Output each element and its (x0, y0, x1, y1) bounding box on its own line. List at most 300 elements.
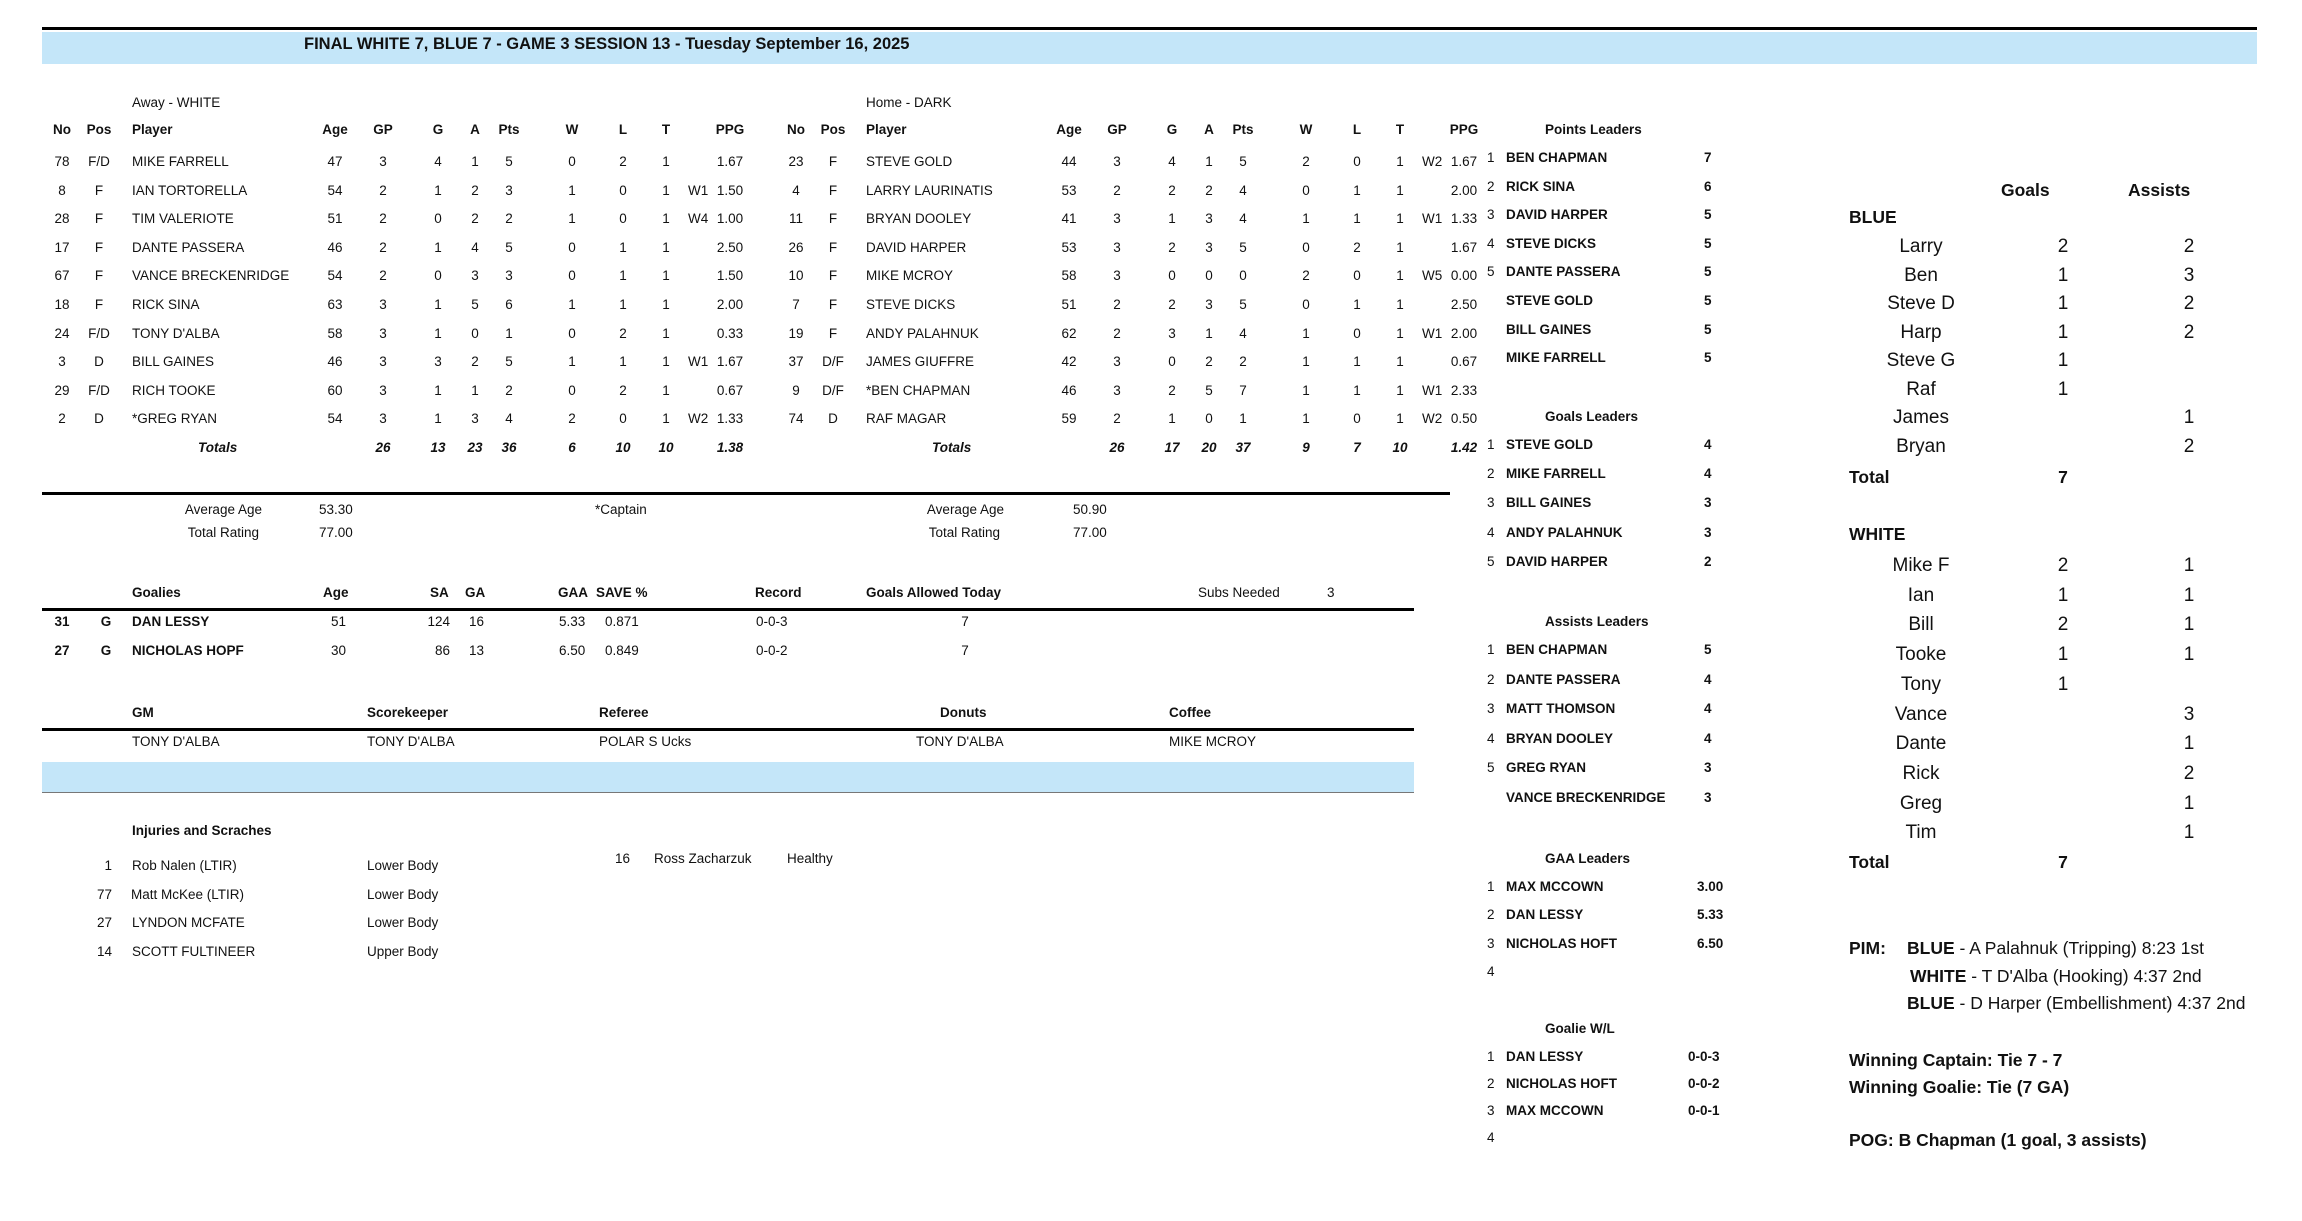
leaders-goalie_wl-title: Goalie W/L (1545, 1021, 1615, 1036)
pim-row-1-detail: - A Palahnuk (Tripping) 8:23 1st (1954, 938, 2204, 958)
home-row-5-no: 10 (788, 268, 804, 284)
leaders-gaa-title: GAA Leaders (1545, 851, 1631, 866)
home-row-4-gp: 3 (1113, 239, 1121, 255)
summary-white-2-assists: 1 (2183, 584, 2195, 606)
goalies-sa-header: SA (430, 585, 449, 600)
home-row-10-pos: D (828, 411, 838, 427)
home-totals-g: 17 (1164, 440, 1180, 455)
home-row-2-a: 2 (1205, 182, 1213, 198)
goalie-2-record: 0-0-2 (756, 643, 788, 658)
away-row-3-pos: F (94, 211, 104, 227)
home-row-4-player: DAVID HARPER (866, 239, 967, 255)
leaders-points-2-rank: 2 (1487, 178, 1495, 194)
leaders-points-3-name: DAVID HARPER (1506, 207, 1608, 223)
away-row-8-pos: D (94, 354, 104, 370)
summary-white-4-name: Tooke (1895, 644, 1947, 666)
away-totals-t: 10 (658, 440, 674, 455)
home-row-6-t: 1 (1396, 297, 1404, 312)
leaders-goalie_wl-1-name: DAN LESSY (1506, 1049, 1584, 1064)
away-row-8-age: 46 (327, 354, 343, 370)
away-totals-pts: 36 (501, 440, 517, 455)
away-row-5-no: 67 (54, 268, 70, 284)
away-row-5-w: 0 (568, 268, 576, 284)
summary-blue-4-assists: 2 (2183, 321, 2195, 343)
summary-white-4-assists: 1 (2183, 644, 2195, 666)
away-totals-l: 10 (615, 440, 631, 455)
away-row-5-gp: 2 (379, 268, 387, 284)
home-row-8-l: 1 (1353, 354, 1361, 370)
home-totals-t: 10 (1392, 440, 1408, 455)
away-row-7-t: 1 (662, 325, 670, 341)
away-row-2-a: 2 (471, 182, 479, 198)
home-row-7-g: 3 (1168, 325, 1176, 341)
away-row-4-no: 17 (54, 239, 70, 255)
away-row-2-ppg: 1.50 (716, 182, 744, 198)
home-row-9-t: 1 (1396, 382, 1404, 398)
away-row-3-g: 0 (434, 211, 442, 227)
home-row-6-l: 1 (1353, 297, 1361, 312)
home-row-9-w: 1 (1302, 382, 1310, 398)
goalies-record-header: Record (755, 585, 802, 600)
away-header-w: W (565, 122, 579, 137)
goalie-1-ga: 16 (469, 614, 485, 629)
leaders-goals-4-rank: 4 (1487, 524, 1495, 540)
leaders-gaa-3-name: NICHOLAS HOFT (1506, 935, 1617, 951)
leaders-gaa-3-rank: 3 (1487, 935, 1495, 951)
leaders-points-7-value: 5 (1704, 321, 1712, 337)
subs-needed-value: 3 (1327, 585, 1335, 600)
home-row-1-pts: 5 (1239, 154, 1247, 169)
away-row-1-pos: F/D (88, 154, 110, 169)
away-row-7-g: 1 (434, 325, 442, 341)
home-row-9-pts: 7 (1239, 382, 1247, 398)
away-row-10-pos: D (94, 411, 104, 427)
staff-donuts-header: Donuts (940, 705, 987, 720)
leaders-gaa-1-rank: 1 (1487, 879, 1495, 894)
pim-row-2-detail: - T D'Alba (Hooking) 4:37 2nd (1966, 965, 2202, 986)
injury-3-name: LYNDON MCFATE (132, 915, 245, 930)
leaders-goalie_wl-1-value: 0-0-3 (1688, 1049, 1720, 1064)
away-header-t: T (661, 122, 671, 137)
top-rule (42, 27, 2257, 30)
home-row-1-gp: 3 (1113, 154, 1121, 169)
summary-white-6-name: Vance (1894, 703, 1948, 725)
home-row-1-streak: W2 (1422, 154, 1443, 169)
injury-1-no: 1 (104, 858, 112, 873)
leaders-points-1-name: BEN CHAPMAN (1506, 150, 1608, 165)
leaders-assists-1-name: BEN CHAPMAN (1506, 642, 1608, 657)
leaders-points-5-value: 5 (1704, 264, 1712, 280)
healthy-name: Ross Zacharzuk (654, 851, 752, 866)
away-row-5-g: 0 (434, 268, 442, 284)
away-row-9-gp: 3 (379, 382, 387, 398)
summary-white-10-name: Tim (1905, 822, 1937, 844)
home-row-8-g: 0 (1168, 354, 1176, 370)
goalie-2-name: NICHOLAS HOPF (132, 643, 244, 658)
leaders-assists-title: Assists Leaders (1545, 614, 1649, 629)
home-row-5-gp: 3 (1113, 268, 1121, 284)
home-header-gp: GP (1107, 122, 1127, 137)
leaders-goals-4-name: ANDY PALAHNUK (1506, 524, 1623, 540)
home-row-2-no: 4 (792, 182, 800, 198)
home-row-3-pts: 4 (1239, 211, 1247, 227)
away-row-6-player: RICK SINA (132, 297, 200, 312)
away-row-9-age: 60 (327, 382, 343, 398)
away-row-8-pts: 5 (505, 354, 513, 370)
roster-rule (42, 492, 1450, 495)
away-row-8-player: BILL GAINES (132, 354, 215, 370)
home-row-4-ppg: 1.67 (1450, 239, 1478, 255)
home-row-10-l: 0 (1353, 411, 1361, 427)
away-row-7-w: 0 (568, 325, 576, 341)
pim-row-3 (1907, 993, 2245, 1014)
away-row-3-pts: 2 (505, 211, 513, 227)
away-row-4-age: 46 (327, 239, 343, 255)
home-header-ppg: PPG (1449, 122, 1479, 137)
home-header-pos: Pos (820, 122, 846, 137)
away-row-6-ppg: 2.00 (716, 297, 744, 312)
away-row-4-pts: 5 (505, 239, 513, 255)
home-row-3-ppg: 1.33 (1450, 211, 1478, 227)
summary-assists-header: Assists (2128, 180, 2191, 200)
home-header-a: A (1204, 122, 1214, 137)
away-row-7-ppg: 0.33 (716, 325, 744, 341)
away-header-ppg: PPG (715, 122, 745, 137)
leaders-points-5-rank: 5 (1487, 264, 1495, 280)
away-header-g: G (432, 122, 444, 137)
summary-white-1-goals: 2 (2057, 555, 2069, 576)
away-row-8-g: 3 (434, 354, 442, 370)
home-row-4-pos: F (828, 239, 838, 255)
home-row-7-pos: F (828, 325, 838, 341)
home-row-4-pts: 5 (1239, 239, 1247, 255)
summary-white-8-assists: 2 (2183, 762, 2195, 784)
summary-white-6-assists: 3 (2183, 703, 2195, 725)
away-header-pts: Pts (498, 122, 520, 137)
home-row-10-ppg: 0.50 (1450, 411, 1478, 427)
away-row-9-a: 1 (471, 382, 479, 398)
home-row-1-pos: F (828, 154, 838, 169)
away-row-6-g: 1 (434, 297, 442, 312)
home-row-6-g: 2 (1168, 297, 1176, 312)
summary-white-9-assists: 1 (2183, 792, 2195, 814)
leaders-points-2-name: RICK SINA (1506, 178, 1576, 194)
away-row-4-a: 4 (471, 239, 479, 255)
leaders-assists-4-rank: 4 (1487, 730, 1495, 746)
summary-white-7-assists: 1 (2183, 733, 2195, 755)
summary-blue-5-name: Steve G (1886, 350, 1956, 371)
leaders-points-6-value: 5 (1704, 293, 1712, 308)
away-row-6-pos: F (94, 297, 104, 312)
away-row-1-l: 2 (619, 154, 627, 169)
home-header-player: Player (866, 122, 907, 137)
away-header-l: L (618, 122, 628, 137)
away-row-9-w: 0 (568, 382, 576, 398)
summary-blue-1-goals: 2 (2057, 236, 2069, 257)
home-row-1-w: 2 (1302, 154, 1310, 169)
home-row-6-a: 3 (1205, 297, 1213, 312)
summary-blue-2-goals: 1 (2057, 264, 2069, 286)
staff-coffee-header: Coffee (1169, 705, 1212, 720)
leaders-assists-4-value: 4 (1704, 730, 1712, 746)
away-row-8-streak: W1 (688, 354, 709, 370)
home-row-10-a: 0 (1205, 411, 1213, 427)
home-row-7-a: 1 (1205, 325, 1213, 341)
away-row-4-t: 1 (662, 239, 670, 255)
home-row-5-ppg: 0.00 (1450, 268, 1478, 284)
summary-goals-header: Goals (2001, 180, 2050, 200)
leaders-gaa-4-rank: 4 (1487, 964, 1495, 980)
away-row-4-gp: 2 (379, 239, 387, 255)
away-row-2-no: 8 (58, 182, 66, 198)
staff-donuts-value: TONY D'ALBA (916, 734, 1004, 749)
home-row-3-g: 1 (1168, 211, 1176, 227)
away-totals-gp: 26 (375, 440, 391, 455)
away-header-player: Player (132, 122, 173, 137)
home-row-9-a: 5 (1205, 382, 1213, 398)
goalies-rule (42, 608, 1414, 611)
home-rating: 77.00 (1073, 525, 1107, 540)
leaders-goals-5-value: 2 (1704, 553, 1712, 569)
injuries-title: Injuries and Scraches (132, 823, 272, 838)
summary-white-total-label: Total (1849, 852, 1890, 872)
home-row-3-l: 1 (1353, 211, 1361, 227)
home-row-5-a: 0 (1205, 268, 1213, 284)
summary-white-2-name: Ian (1907, 584, 1935, 606)
away-row-9-pts: 2 (505, 382, 513, 398)
away-row-5-age: 54 (327, 268, 343, 284)
goalie-2-no: 27 (54, 643, 70, 658)
home-row-7-age: 62 (1061, 325, 1077, 341)
leaders-gaa-2-value: 5.33 (1697, 907, 1724, 923)
home-totals-a: 20 (1201, 440, 1217, 455)
home-row-4-l: 2 (1353, 239, 1361, 255)
leaders-points-3-rank: 3 (1487, 207, 1495, 223)
leaders-gaa-2-rank: 2 (1487, 907, 1495, 923)
home-totals-w: 9 (1302, 440, 1310, 455)
leaders-goals-3-name: BILL GAINES (1506, 495, 1592, 511)
goalie-1-no: 31 (54, 614, 70, 629)
home-row-3-w: 1 (1302, 211, 1310, 227)
leaders-goalie_wl-2-rank: 2 (1487, 1076, 1495, 1091)
home-row-4-no: 26 (788, 239, 804, 255)
healthy-no: 16 (615, 851, 631, 866)
summary-blue-3-name: Steve D (1887, 293, 1955, 314)
home-row-6-w: 0 (1302, 297, 1310, 312)
pim-row-1 (1907, 938, 2204, 959)
away-label: Away - WHITE (132, 95, 221, 110)
leaders-points-8-value: 5 (1704, 350, 1712, 366)
injury-3-status: Lower Body (367, 915, 439, 930)
home-row-1-age: 44 (1061, 154, 1077, 169)
summary-blue-1-assists: 2 (2183, 236, 2195, 257)
leaders-goals-5-rank: 5 (1487, 553, 1495, 569)
home-row-5-w: 2 (1302, 268, 1310, 284)
goalies-allowed-header: Goals Allowed Today (866, 585, 1002, 600)
home-row-4-age: 53 (1061, 239, 1077, 255)
home-row-1-ppg: 1.67 (1450, 154, 1478, 169)
away-row-8-ppg: 1.67 (716, 354, 744, 370)
away-rating: 77.00 (319, 525, 353, 540)
goalie-1-record: 0-0-3 (756, 614, 788, 629)
staff-rule (42, 728, 1414, 731)
goalie-2-pos: G (100, 643, 112, 658)
away-rating-label: Total Rating (187, 525, 259, 540)
healthy-status: Healthy (787, 851, 833, 866)
summary-blue-2-assists: 3 (2183, 264, 2195, 286)
staff-coffee-value: MIKE MCROY (1169, 734, 1257, 749)
away-row-5-l: 1 (619, 268, 627, 284)
leaders-assists-3-rank: 3 (1487, 701, 1495, 717)
home-row-2-t: 1 (1396, 182, 1404, 198)
leaders-assists-3-value: 4 (1704, 701, 1712, 717)
home-row-5-l: 0 (1353, 268, 1361, 284)
away-row-3-age: 51 (327, 211, 343, 227)
away-row-5-a: 3 (471, 268, 479, 284)
staff-scorekeeper-header: Scorekeeper (367, 705, 449, 720)
away-row-2-streak: W1 (688, 182, 709, 198)
summary-white-9-name: Greg (1899, 792, 1943, 814)
away-totals-label: Totals (198, 440, 238, 455)
home-row-10-gp: 2 (1113, 411, 1121, 427)
captain-note: *Captain (595, 502, 647, 517)
away-row-8-gp: 3 (379, 354, 387, 370)
away-row-1-pts: 5 (505, 154, 513, 169)
away-row-3-l: 0 (619, 211, 627, 227)
home-row-10-player: RAF MAGAR (866, 411, 947, 427)
home-label: Home - DARK (866, 95, 952, 110)
away-row-6-t: 1 (662, 297, 670, 312)
away-row-1-player: MIKE FARRELL (132, 154, 229, 169)
leaders-goals-1-value: 4 (1704, 437, 1712, 452)
home-row-1-player: STEVE GOLD (866, 154, 953, 169)
home-row-4-g: 2 (1168, 239, 1176, 255)
home-row-5-t: 1 (1396, 268, 1404, 284)
home-row-7-w: 1 (1302, 325, 1310, 341)
summary-blue-total: 7 (2058, 467, 2068, 487)
home-header-pts: Pts (1232, 122, 1254, 137)
away-row-9-t: 1 (662, 382, 670, 398)
home-row-4-w: 0 (1302, 239, 1310, 255)
summary-white-7-name: Dante (1895, 733, 1947, 755)
summary-white-8-name: Rick (1902, 762, 1940, 784)
away-row-4-player: DANTE PASSERA (132, 239, 245, 255)
goalie-2-save: 0.849 (605, 643, 639, 658)
summary-white-1-assists: 1 (2183, 555, 2195, 576)
subs-needed-label: Subs Needed (1198, 585, 1280, 600)
summary-blue-4-name: Harp (1900, 321, 1942, 343)
home-row-2-l: 1 (1353, 182, 1361, 198)
staff-referee-value: POLAR S Ucks (599, 734, 692, 749)
summary-white-5-name: Tony (1900, 673, 1942, 695)
away-row-3-t: 1 (662, 211, 670, 227)
summary-blue-3-assists: 2 (2183, 293, 2195, 314)
leaders-points-1-value: 7 (1704, 150, 1712, 165)
summary-white-3-assists: 1 (2183, 614, 2195, 636)
leaders-goalie_wl-4-rank: 4 (1487, 1130, 1495, 1145)
leaders-points-title: Points Leaders (1545, 122, 1642, 137)
leaders-goalie_wl-1-rank: 1 (1487, 1049, 1495, 1064)
home-row-1-a: 1 (1205, 154, 1213, 169)
home-row-2-w: 0 (1302, 182, 1310, 198)
away-row-6-gp: 3 (379, 297, 387, 312)
home-row-6-pts: 5 (1239, 297, 1247, 312)
home-row-10-no: 74 (788, 411, 804, 427)
leaders-assists-2-name: DANTE PASSERA (1506, 671, 1621, 687)
leaders-assists-5-value: 3 (1704, 760, 1712, 776)
summary-blue-8-assists: 2 (2183, 435, 2195, 457)
away-row-10-age: 54 (327, 411, 343, 427)
away-totals-a: 23 (467, 440, 483, 455)
home-header-no: No (787, 122, 805, 137)
goalie-1-gaa: 5.33 (559, 614, 586, 629)
away-row-8-no: 3 (58, 354, 66, 370)
leaders-goalie_wl-3-name: MAX MCCOWN (1506, 1103, 1604, 1118)
home-row-9-player: *BEN CHAPMAN (866, 382, 971, 398)
leaders-goalie_wl-3-rank: 3 (1487, 1103, 1495, 1118)
goalie-1-allowed: 7 (961, 614, 969, 629)
home-totals-label: Totals (932, 440, 972, 455)
away-header-gp: GP (373, 122, 393, 137)
summary-white-2-goals: 1 (2057, 584, 2069, 606)
home-row-5-streak: W5 (1422, 268, 1443, 284)
away-row-7-a: 0 (471, 325, 479, 341)
leaders-assists-1-rank: 1 (1487, 642, 1495, 657)
home-row-5-pos: F (828, 268, 838, 284)
away-row-3-no: 28 (54, 211, 70, 227)
goalies-save-header: SAVE % (596, 585, 648, 600)
home-row-6-pos: F (828, 297, 838, 312)
away-row-1-g: 4 (434, 154, 442, 169)
home-row-3-age: 41 (1061, 211, 1077, 227)
away-row-6-pts: 6 (505, 297, 513, 312)
goalies-gaa-header: GAA (558, 585, 588, 600)
away-row-2-gp: 2 (379, 182, 387, 198)
home-row-7-ppg: 2.00 (1450, 325, 1478, 341)
home-row-3-a: 3 (1205, 211, 1213, 227)
home-row-10-pts: 1 (1239, 411, 1247, 427)
home-row-3-pos: F (828, 211, 838, 227)
home-totals-l: 7 (1353, 440, 1361, 455)
home-totals-ppg: 1.42 (1450, 440, 1478, 455)
away-row-2-player: IAN TORTORELLA (132, 182, 248, 198)
goalie-2-ga: 13 (469, 643, 485, 658)
goalie-1-sa: 124 (427, 614, 450, 629)
away-row-8-a: 2 (471, 354, 479, 370)
leaders-assists-6-name: VANCE BRECKENRIDGE (1506, 790, 1666, 805)
home-row-8-t: 1 (1396, 354, 1404, 370)
home-row-10-w: 1 (1302, 411, 1310, 427)
away-row-9-g: 1 (434, 382, 442, 398)
pim-row-3-team: BLUE (1907, 993, 1955, 1013)
away-row-6-w: 1 (568, 297, 576, 312)
goalie-1-name: DAN LESSY (132, 614, 210, 629)
away-row-10-player: *GREG RYAN (132, 411, 218, 427)
home-row-9-l: 1 (1353, 382, 1361, 398)
pim-row-3-detail: - D Harper (Embellishment) 4:37 2nd (1954, 993, 2246, 1013)
away-row-7-age: 58 (327, 325, 343, 341)
summary-blue-7-name: James (1893, 407, 1949, 428)
home-avg-age-label: Average Age (926, 502, 1004, 517)
pim-row-2 (1910, 966, 2202, 987)
home-avg-age: 50.90 (1073, 502, 1107, 517)
goalies-ga-header: GA (465, 585, 486, 600)
home-row-2-age: 53 (1061, 182, 1077, 198)
injury-3-no: 27 (96, 915, 112, 930)
leaders-goals-5-name: DAVID HARPER (1506, 553, 1608, 569)
home-row-1-no: 23 (788, 154, 804, 169)
away-avg-age: 53.30 (319, 502, 353, 517)
